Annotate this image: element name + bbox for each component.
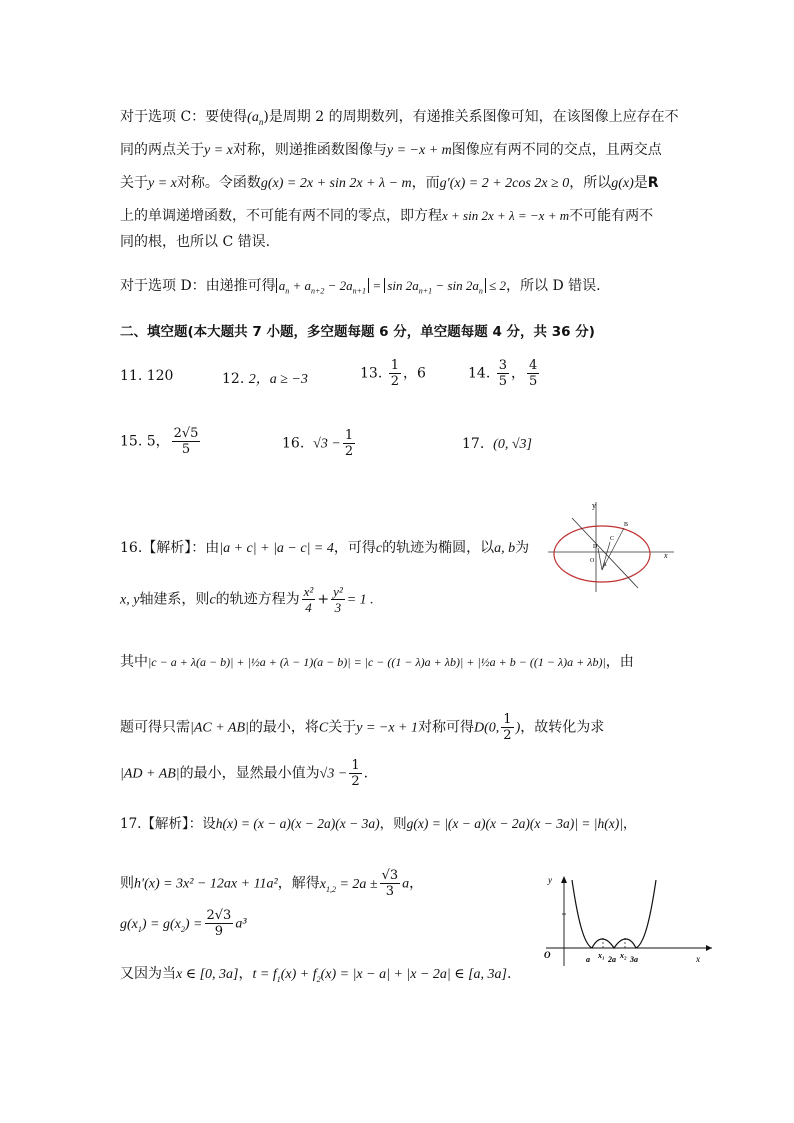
sol16-line-1: 16.【解析】：由|a + c| + |a − c| = 4，可得c的轨迹为椭圆，以a, b为 (120, 540, 530, 556)
ellipse-figure (540, 496, 680, 596)
gx-curve (572, 880, 656, 948)
sol16-line-4: 题可得只需|AC + AB|的最小，将C关于y = −x + 1对称可得D(0, $\frac{1}{2}$ )，故转化为求 (120, 712, 605, 743)
text: 对称，则递推函数图像与 (232, 142, 387, 158)
sol17-line-1: 17.【解析】：设h(x) = (x − a)(x − 2a)(x − 3a)，则g(x) = |(x − a)(x − 2a)(x − 3a)| = |h(x)|， (120, 816, 637, 832)
math: g(x) = |(x − a)(x − 2a)(x − 3a)| = |h(x)| (406, 816, 623, 831)
text: ，所以 (569, 175, 612, 191)
fig2-3a-label: 3a (630, 955, 638, 964)
sol-head: 17.【解析】 (120, 816, 189, 832)
math: |a + c| + |a − c| = 4 (219, 541, 334, 556)
abs-expr-1: $a_n + a_{n+2} - 2a_{n+1}$ (276, 278, 369, 293)
sol17-line-3: $g(x_1) = g(x_2)$ = $\frac{2√3}{9}$ a³ (120, 908, 247, 939)
math: y = −x + 1 (356, 720, 419, 736)
ellipse-curve (554, 526, 650, 582)
sol17-line-4: 又因为当x ∈ [0, 3a]，$t = f_1(x) + f_2(x) = |x - a| + |x - 2a|$ ∈ [a, 3a]. (120, 966, 512, 984)
text: 同的根，也所以 C 错误. (120, 234, 271, 250)
text: ，而 (411, 175, 440, 191)
symmetry-line (572, 518, 638, 588)
y-axis-arrow (561, 876, 567, 883)
math: g(x) (611, 176, 634, 191)
option-c-line-1 (120, 107, 679, 132)
x-axis-arrow (706, 945, 712, 951)
answer-16: 16. √3 − $\frac{1}{2}$ (282, 428, 354, 459)
sol16-line-3: 其中|c − a + λ(a − b)| + |½a + (λ − 1)(a − b)| = |c − ((1 − λ)a + λb)| + |½a + b − ((1 − λ)a + λb)|，由 (120, 654, 634, 670)
math: y = −x + m (386, 143, 452, 158)
math: ≤ 2 (485, 278, 507, 293)
section-2-title: 二、填空题(本大题共 7 小题，多空题每题 6 分，单空题每题 4 分，共 36 分) (120, 324, 595, 340)
segment-ad (598, 548, 602, 570)
fig2-x2-label: x₂ (620, 951, 627, 960)
math: |AD + AB| (120, 766, 180, 782)
fig1-x-label: x (664, 551, 668, 560)
answer-13: 13. $\frac{1}{2}$ ，6 (360, 358, 426, 389)
math: $g(x_1) = g(x_2)$ = (120, 916, 203, 934)
text: 同的两点关于 (120, 142, 204, 158)
text: 对称。令函数 (176, 175, 261, 191)
text: 对于选项 C：要使得 (120, 109, 248, 125)
fig1-d-label: D (593, 544, 598, 550)
math: |c − a + λ(a − b)| + |½a + (λ − 1)(a − b)| = |c − ((1 − λ)a + λb)| + |½a + b − ((1 − λ)a + λb)| (148, 655, 606, 669)
sol16-line-2: x, y轴建系，则c的轨迹方程为 $\frac{\text{x²}}{4}$ + $\frac{\text{y²}}{3}$ = 1 . (120, 584, 374, 615)
fig2-origin-label: O (544, 950, 551, 960)
math: h(x) = (x − a)(x − 2a)(x − 3a) (215, 816, 380, 831)
answer-12: 12. 2，a ≥ −3 (222, 371, 308, 387)
math: x + sin 2x + λ = −x + m (442, 208, 570, 223)
fig2-a-label: a (586, 955, 590, 964)
math: $t = f_1(x) + f_2(x) = |x - a| + |x - 2a|$ ∈ [a, 3a] (252, 967, 508, 984)
fig2-x1-label: x₁ (598, 951, 605, 960)
math: |AC + AB| (190, 720, 249, 736)
fig2-2a-label: 2a (608, 955, 616, 964)
answer-11: 11. 120 (120, 368, 174, 384)
sol17-line-2: 则h′(x) = 3x² − 12ax + 11a²，解得$x_{1,2} = 2a$ ± $\frac{√3}{3}$ a， (120, 868, 424, 899)
set-r: R (647, 175, 659, 191)
math: x, y (120, 592, 140, 608)
fig1-b-label: B (624, 522, 629, 528)
math: h′(x) = 3x² − 12ax + 11a² (134, 876, 278, 892)
text: 图像应有两不同的交点，且两交点 (451, 142, 662, 158)
answer-15: 15. 5， $\frac{2√5}{5}$ (120, 426, 199, 457)
math: x ∈ [0, 3a] (176, 967, 239, 982)
text: 不可能有两不 (569, 208, 654, 224)
answer-14: 14. $\frac{3}{5}$ ， $\frac{4}{5}$ (468, 358, 538, 389)
text: 是 (633, 175, 648, 191)
answer-17: 17. (0, √3] (462, 436, 532, 452)
math: $x_{1,2} = 2a$ ± (319, 876, 378, 894)
math: y = x (148, 176, 177, 191)
math: g(x) = 2x + sin 2x + λ − m (260, 176, 412, 191)
abs-expr-2: $\sin 2a_{n+1} - \sin 2a_n$ (384, 278, 486, 293)
gx-graph-figure (526, 866, 716, 971)
fig1-origin-label: O (590, 558, 595, 564)
fig2-x-label: x (696, 954, 700, 964)
fig1-y-label: y (592, 501, 596, 510)
text: ，所以 D 错误. (506, 278, 601, 294)
text: 对于选项 D：由递推可得 (120, 278, 276, 294)
math: y = x (204, 143, 233, 158)
fig1-a-label: A (603, 563, 607, 568)
sol16-line-5: |AD + AB|的最小，显然最小值为√3 − $\frac{1}{2}$ . (120, 758, 369, 789)
option-c-line-3 (120, 173, 659, 194)
math: g′(x) = 2 + 2cos 2x ≥ 0 (439, 176, 570, 191)
text: 上的单调递增函数，不可能有两不同的零点，即方程 (120, 208, 442, 224)
math: a, b (494, 541, 516, 556)
text: 关于 (120, 175, 148, 191)
math: c (375, 541, 383, 556)
math: = (369, 278, 385, 293)
math: c (209, 592, 216, 608)
option-d-line (120, 276, 601, 302)
fig2-y-label: y (548, 875, 552, 885)
option-c-line-2 (120, 140, 662, 161)
sol-head: 16.【解析】 (120, 540, 192, 556)
fig1-c-label: C (610, 536, 615, 542)
option-c-line-5 (120, 232, 270, 252)
math-seq: ($a_n$ (247, 110, 264, 127)
text: )是周期 2 的周期数列，有递推关系图像可知，在该图像上应存在不 (263, 109, 679, 125)
option-c-line-4 (120, 206, 653, 226)
